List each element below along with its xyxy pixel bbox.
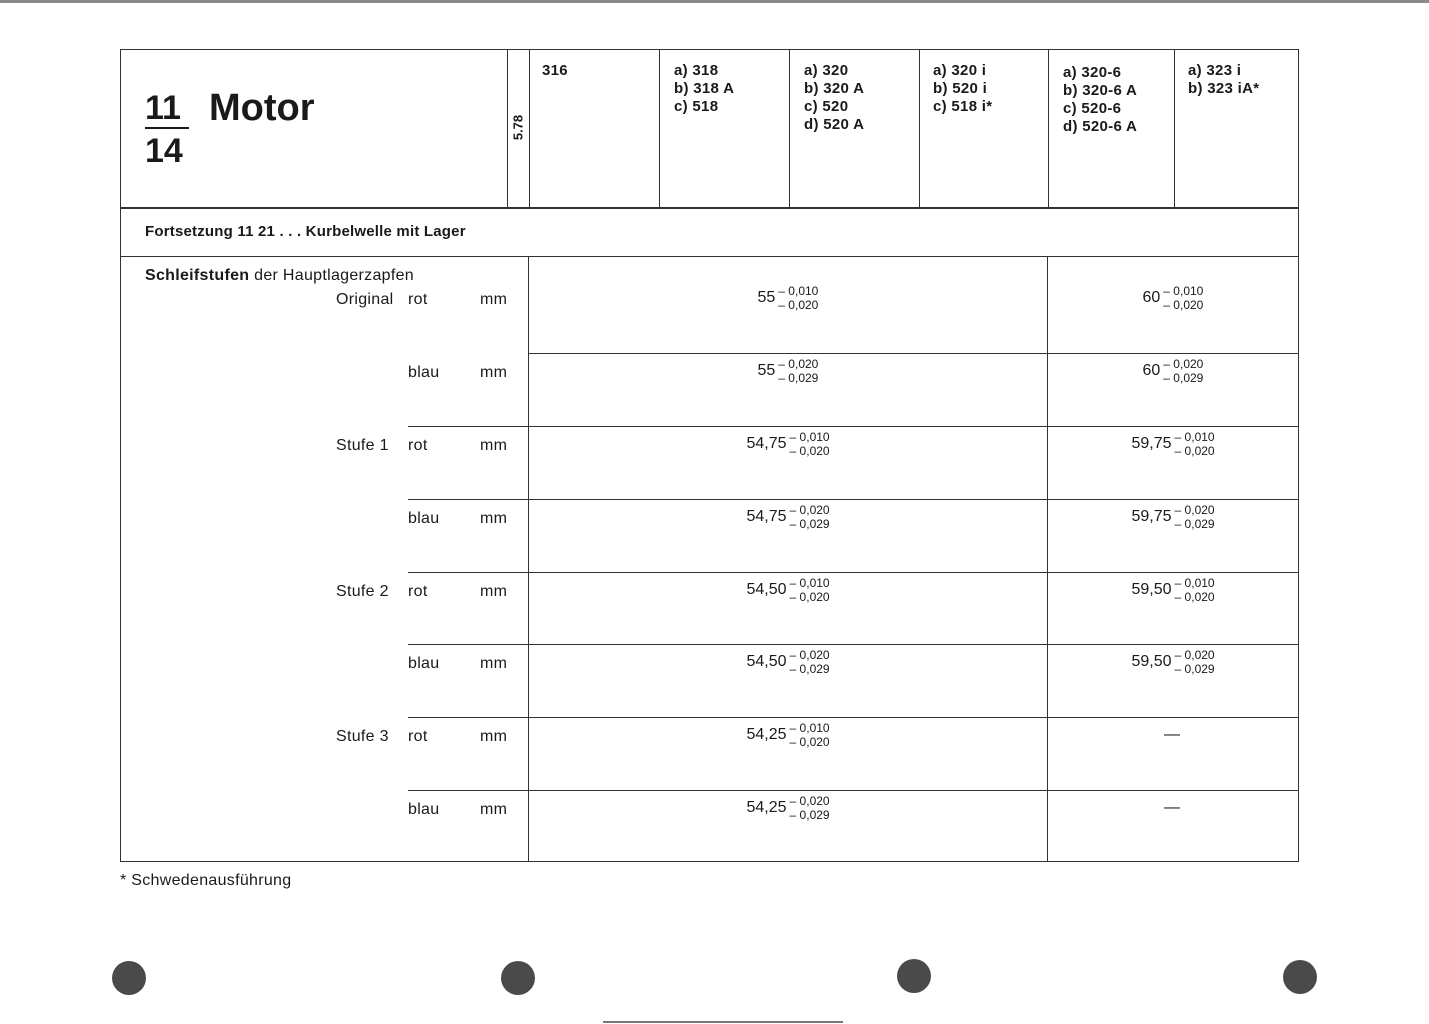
punch-hole	[112, 961, 146, 995]
row-divider	[408, 717, 1299, 718]
color-label: blau	[408, 510, 440, 527]
model-column-1: 316	[542, 62, 568, 79]
upper-tolerance: – 0,020	[789, 648, 830, 662]
tolerance	[790, 430, 830, 458]
upper-tolerance: – 0,010	[1163, 284, 1204, 298]
nominal-size: 60	[1142, 362, 1161, 379]
table-frame	[120, 49, 1299, 862]
upper-tolerance: – 0,020	[789, 503, 830, 517]
lower-tolerance: – 0,029	[789, 517, 830, 531]
tolerance	[790, 576, 830, 604]
color-label: blau	[408, 801, 440, 818]
header-col-line	[789, 49, 790, 208]
punch-hole	[501, 961, 535, 995]
header-divider	[120, 207, 1299, 209]
group1-value	[747, 503, 830, 531]
lower-tolerance: – 0,029	[1174, 662, 1215, 676]
row-divider	[528, 353, 1299, 354]
tolerance	[790, 648, 830, 676]
nominal-size: 54,50	[746, 653, 787, 670]
tolerance	[1175, 503, 1215, 531]
tolerance	[790, 503, 830, 531]
stage-label: Stufe 3	[336, 728, 389, 745]
body-col-line	[528, 256, 529, 862]
nominal-size: 54,75	[746, 435, 787, 452]
lower-tolerance: – 0,020	[789, 735, 830, 749]
group2-value	[1143, 357, 1204, 385]
nominal-size: 54,25	[746, 726, 787, 743]
row-divider	[408, 790, 1299, 791]
lower-tolerance: – 0,029	[778, 371, 819, 385]
upper-tolerance: – 0,020	[1163, 357, 1204, 371]
lower-tolerance: – 0,029	[789, 662, 830, 676]
section-title: Fortsetzung 11 21 . . . Kurbelwelle mit Lager	[145, 223, 466, 240]
nominal-size: 60	[1142, 289, 1161, 306]
unit-label: mm	[480, 437, 508, 454]
nominal-size: 59,50	[1131, 581, 1172, 598]
group2-value	[1132, 648, 1215, 676]
chapter-number: 11	[145, 89, 181, 127]
fraction-bar	[145, 127, 189, 129]
group2-dash: —	[1164, 799, 1180, 816]
stage-label: Stufe 2	[336, 583, 389, 600]
header-col-line	[1048, 49, 1049, 208]
tolerance	[1175, 576, 1215, 604]
group2-dash: —	[1164, 726, 1180, 743]
unit-label: mm	[480, 583, 508, 600]
unit-label: mm	[480, 291, 508, 308]
upper-tolerance: – 0,010	[1174, 430, 1215, 444]
scan-bottom-edge	[603, 1021, 843, 1023]
tolerance	[778, 357, 818, 385]
tolerance	[1175, 430, 1215, 458]
scan-top-edge	[0, 0, 1429, 3]
date-code: 5.78	[510, 114, 526, 141]
punch-hole	[1283, 960, 1317, 994]
upper-tolerance: – 0,020	[1174, 648, 1215, 662]
nominal-size: 54,75	[746, 508, 787, 525]
tolerance	[1163, 357, 1203, 385]
group1-value	[758, 357, 819, 385]
row-divider	[408, 426, 1299, 427]
unit-label: mm	[480, 801, 508, 818]
model-column-6: a) 323 i b) 323 iA*	[1188, 62, 1260, 97]
group2-value	[1132, 576, 1215, 604]
nominal-size: 54,25	[746, 799, 787, 816]
header-col-line	[529, 49, 530, 208]
group1-value	[747, 430, 830, 458]
header-col-line	[659, 49, 660, 208]
lower-tolerance: – 0,020	[1163, 298, 1204, 312]
group1-value	[747, 576, 830, 604]
lower-tolerance: – 0,020	[1174, 590, 1215, 604]
nominal-size: 55	[757, 362, 776, 379]
chapter-title: Motor	[209, 87, 315, 129]
nominal-size: 59,75	[1131, 435, 1172, 452]
tolerance	[790, 794, 830, 822]
unit-label: mm	[480, 510, 508, 527]
unit-label: mm	[480, 728, 508, 745]
spec-label: Schleifstufen der Hauptlagerzapfen	[145, 267, 415, 284]
group1-value	[747, 794, 830, 822]
upper-tolerance: – 0,020	[778, 357, 819, 371]
model-column-2: a) 318 b) 318 A c) 518	[674, 62, 735, 115]
nominal-size: 55	[757, 289, 776, 306]
nominal-size: 59,50	[1131, 653, 1172, 670]
model-column-5: a) 320-6 b) 320-6 A c) 520-6 d) 520-6 A	[1063, 64, 1138, 135]
group2-value	[1143, 284, 1204, 312]
group2-value	[1132, 430, 1215, 458]
lower-tolerance: – 0,029	[789, 808, 830, 822]
lower-tolerance: – 0,020	[778, 298, 819, 312]
row-divider	[408, 572, 1299, 573]
tolerance	[778, 284, 818, 312]
footnote: * Schwedenausführung	[120, 872, 292, 889]
row-divider	[408, 499, 1299, 500]
header-col-line	[507, 49, 508, 208]
unit-label: mm	[480, 364, 508, 381]
tolerance	[1163, 284, 1203, 312]
color-label: rot	[408, 583, 428, 600]
stage-label: Stufe 1	[336, 437, 389, 454]
color-label: blau	[408, 655, 440, 672]
upper-tolerance: – 0,020	[1174, 503, 1215, 517]
nominal-size: 54,50	[746, 581, 787, 598]
lower-tolerance: – 0,029	[1174, 517, 1215, 531]
model-column-3: a) 320 b) 320 A c) 520 d) 520 A	[804, 62, 865, 133]
nominal-size: 59,75	[1131, 508, 1172, 525]
upper-tolerance: – 0,010	[789, 430, 830, 444]
color-label: rot	[408, 728, 428, 745]
upper-tolerance: – 0,010	[1174, 576, 1215, 590]
group1-value	[758, 284, 819, 312]
lower-tolerance: – 0,020	[789, 444, 830, 458]
header-col-line	[1174, 49, 1175, 208]
sub-number: 14	[145, 132, 183, 170]
lower-tolerance: – 0,029	[1163, 371, 1204, 385]
group1-value	[747, 648, 830, 676]
upper-tolerance: – 0,010	[789, 721, 830, 735]
row-divider	[408, 644, 1299, 645]
lower-tolerance: – 0,020	[789, 590, 830, 604]
group1-value	[747, 721, 830, 749]
section-divider	[120, 256, 1299, 257]
upper-tolerance: – 0,010	[789, 576, 830, 590]
punch-hole	[897, 959, 931, 993]
color-label: rot	[408, 437, 428, 454]
lower-tolerance: – 0,020	[1174, 444, 1215, 458]
tolerance	[1175, 648, 1215, 676]
upper-tolerance: – 0,010	[778, 284, 819, 298]
header-col-line	[919, 49, 920, 208]
body-col-line	[1047, 256, 1048, 862]
unit-label: mm	[480, 655, 508, 672]
stage-label: Original	[336, 291, 394, 308]
color-label: rot	[408, 291, 428, 308]
upper-tolerance: – 0,020	[789, 794, 830, 808]
color-label: blau	[408, 364, 440, 381]
tolerance	[790, 721, 830, 749]
model-column-4: a) 320 i b) 520 i c) 518 i*	[933, 62, 993, 115]
group2-value	[1132, 503, 1215, 531]
